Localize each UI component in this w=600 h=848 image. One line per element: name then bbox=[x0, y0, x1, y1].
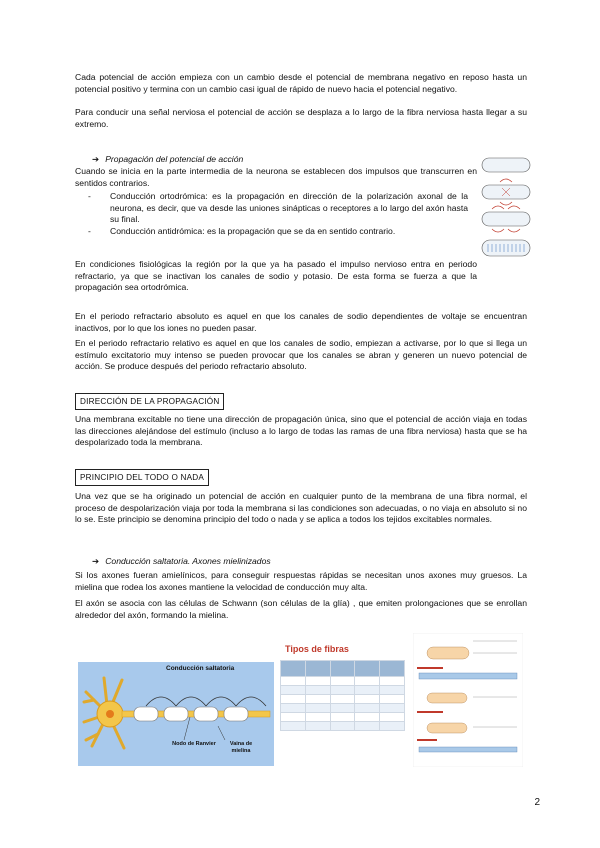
conduction-list bbox=[88, 191, 468, 237]
intro-paragraph-1: Cada potencial de acción empieza con un cambio desde el potencial de membrana negativo en reposo hasta un potencial positivo y termina con un cambio casi igual de rápido de nuevo hacia el potencial negativo. bbox=[75, 72, 527, 94]
table-title: Tipos de fibras bbox=[285, 644, 349, 654]
neuron-figure bbox=[78, 662, 274, 766]
refractory-relative-paragraph: En el periodo refractario relativo es aquel en que los canales de sodio, empiezan a activarse, por lo que si llega un estímulo excitatorio muy intenso se pueden provocar que los canales se abran y generen un nuevo potencial de acción. Se produce después del periodo refractario absoluto. bbox=[75, 338, 527, 371]
list-item: - Conducción antidrómica: es la propagación que se da en sentido contrario. bbox=[88, 225, 396, 236]
page-number: 2 bbox=[534, 797, 540, 808]
fiber-conduction-diagram bbox=[413, 633, 523, 767]
heading-direccion: DIRECCIÓN DE LA PROPAGACIÓN bbox=[75, 393, 224, 410]
direction-paragraph: Una membrana excitable no tiene una dirección de propagación única, sino que el potencial de acción viaja en todas las direcciones alejándose del estímulo (incluso a lo largo de todas las ramas de una fibra nerviosa) hasta que se ha despolarizado toda la membrana. bbox=[75, 414, 527, 447]
list-item: - Conducción ortodrómica: es la propagación en dirección de la polarización axonal de la neurona, es decir, que va desde las uniones sinápticas o receptores a lo largo del axón hasta su final. bbox=[88, 191, 468, 224]
figure-title: Conducción saltatoria bbox=[166, 665, 235, 672]
arrow-icon: ➔ bbox=[92, 556, 100, 566]
label-node-ranvier: Nodo de Ranvier bbox=[172, 741, 216, 747]
heading-todo-nada: PRINCIPIO DEL TODO O NADA bbox=[75, 469, 209, 486]
subheading-propagacion-text: Propagación del potencial de acción bbox=[105, 154, 244, 164]
physiological-paragraph: En condiciones fisiológicas la región por la que ya ha pasado el impulso nervioso entra en periodo refractario, ya que se inactivan los canales de sodio y potasio. De esta forma se fuerza a que la propagación sea ortodrómica. bbox=[75, 259, 477, 292]
saltatory-paragraph-2: El axón se asocia con las células de Schwann (son células de la glía) , que emiten prolongaciones que se enrollan alrededor del axón, formando la mielina. bbox=[75, 598, 527, 620]
all-or-none-paragraph: Una vez que se ha originado un potencial de acción en cualquier punto de la membrana de una fibra normal, el proceso de despolarización viaja por toda la membrana si las condiciones son adecuadas, o no viaja en absoluto si no lo se. Este principio se denomina principio del todo o nada y se aplica a todos los tejidos excitables normales. bbox=[75, 491, 527, 524]
propagation-diagram bbox=[480, 152, 532, 270]
intro-paragraph-2: Para conducir una señal nerviosa el potencial de acción se desplaza a lo largo de la fibra nerviosa hasta llegar a su extremo. bbox=[75, 107, 527, 129]
subheading-propagacion bbox=[92, 154, 243, 165]
propagation-intro: Cuando se inicia en la parte intermedia de la neurona se establecen dos impulsos que transcurren en sentidos contrarios. bbox=[75, 166, 477, 188]
saltatory-paragraph-1: Si los axones fueran amielínicos, para conseguir respuestas rápidas se necesitan unos axones muy gruesos. La mielina que rodea los axones mantiene la velocidad de conducción muy alta. bbox=[75, 570, 527, 592]
label-myelin-sheath: Vaina de mielina bbox=[229, 741, 253, 754]
refractory-absolute-paragraph: En el periodo refractario absoluto es aquel en que los canales de sodio dependientes de voltaje se encuentran inactivos, por lo que los iones no pueden pasar. bbox=[75, 311, 527, 333]
arrow-icon: ➔ bbox=[92, 154, 100, 164]
fiber-types-table bbox=[280, 660, 405, 731]
subheading-saltatoria bbox=[92, 556, 271, 567]
subheading-saltatoria-text: Conducción saltatoria. Axones mielinizados bbox=[105, 556, 271, 566]
